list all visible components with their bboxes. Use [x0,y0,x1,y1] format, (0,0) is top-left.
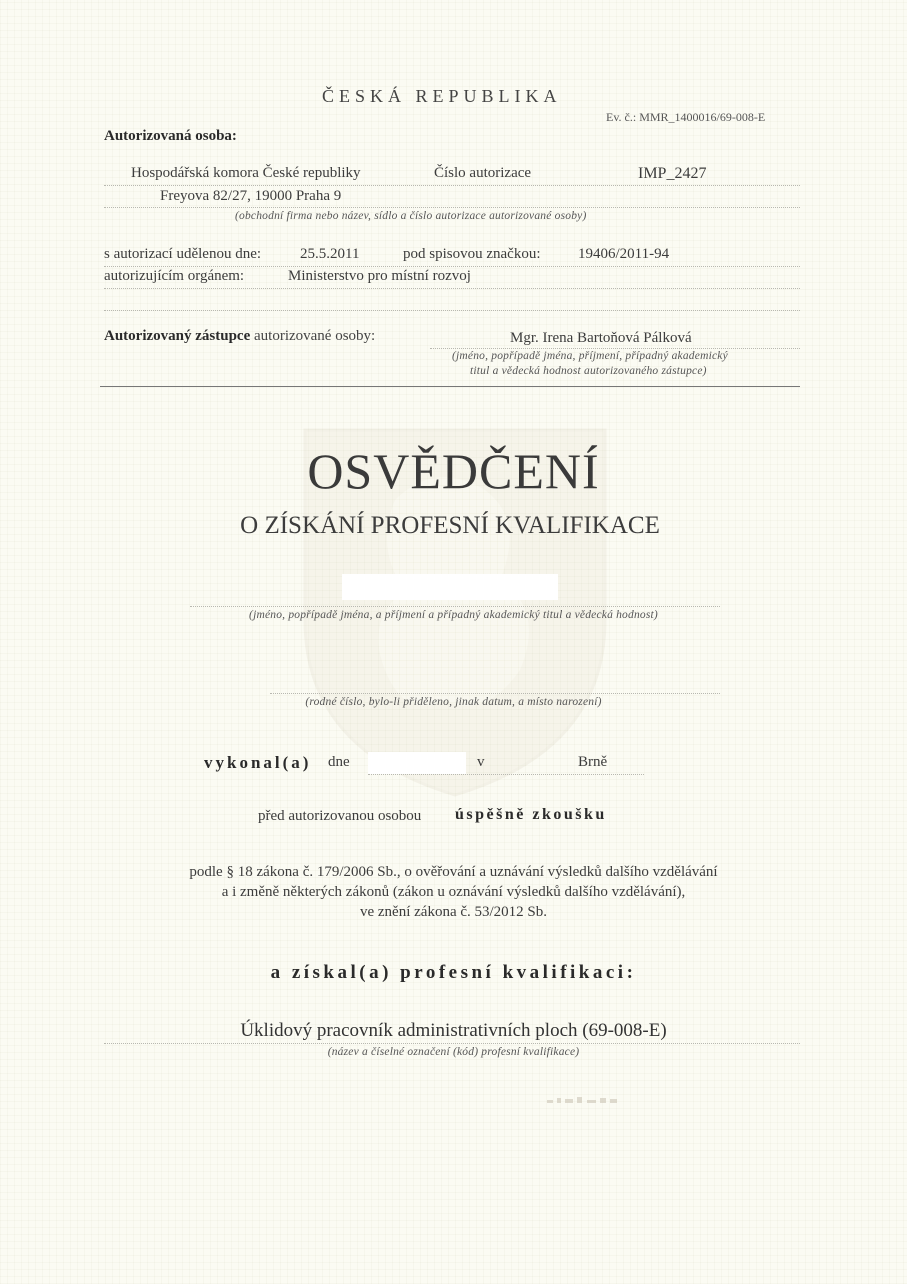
authorized-person-name: Hospodářská komora České republiky [131,165,361,181]
representative-label-bold: Autorizovaný zástupce [104,328,251,344]
obtained-qualification-heading: a získal(a) profesní kvalifikaci: [270,962,637,983]
representative-label [104,328,375,345]
authorization-number-value: IMP_2427 [638,165,707,182]
before-authorized-text: před autorizovanou osobou [258,808,422,824]
authorized-person-address: Freyova 82/27, 19000 Praha 9 [160,188,342,204]
qualification-caption: (název a číselné označení (kód) profesní kvalifikace) [327,1046,580,1058]
dotted-line [104,310,800,311]
dotted-line [368,774,644,775]
holder-name-caption: (jméno, popřípadě jména, a příjmení a případný akademický titul a vědecká hodnost) [249,609,658,621]
authority-value: Ministerstvo pro místní rozvoj [288,268,471,284]
country-heading: ČESKÁ REPUBLIKA [322,86,562,106]
dotted-line [104,288,800,289]
certificate-title: OSVĚDČENÍ [307,443,600,499]
place-value: Brně [578,754,608,770]
representative-caption-line1: (jméno, popřípadě jména, příjmení, případný akademický [452,350,728,362]
birth-caption: (rodné číslo, bylo-li přiděleno, jinak datum, a místo narození) [305,696,602,708]
granted-date: 25.5.2011 [300,246,360,262]
dotted-line [270,693,720,694]
dotted-line [190,606,720,607]
representative-label-rest: autorizované osoby: [254,328,376,344]
law-line-2: a i změně některých zákonů (zákon u oznávání výsledků dalšího vzdělávání), [221,884,686,900]
exam-date-redacted [368,752,466,774]
place-label: v [477,754,485,770]
dotted-line [104,266,800,267]
section-divider [100,386,800,387]
representative-name: Mgr. Irena Bartoňová Pálková [510,330,692,346]
dotted-line [104,185,800,186]
authorized-person-caption: (obchodní firma nebo název, sídlo a číslo autorizace autorizované osoby) [235,210,587,222]
evidence-number: Ev. č.: MMR_1400016/69-008-E [606,110,766,124]
authorization-number-label: Číslo autorizace [434,165,532,181]
qualification-name: Úklidový pracovník administrativních ploch (69-008-E) [240,1020,667,1041]
authority-label: autorizujícím orgánem: [104,268,245,284]
granted-label: s autorizací udělenou dne: [104,246,262,262]
performed-label: vykonal(a) [204,753,312,772]
date-label: dne [328,754,350,770]
dotted-line [104,207,800,208]
holder-name-redacted [342,574,558,600]
law-line-3: ve znění zákona č. 53/2012 Sb. [359,904,548,920]
certificate-subtitle: O ZÍSKÁNÍ PROFESNÍ KVALIFIKACE [240,512,660,539]
file-number-label: pod spisovou značkou: [403,246,541,262]
dotted-line [430,348,800,349]
scan-noise-mark [545,1092,625,1112]
file-number-value: 19406/2011-94 [578,246,670,262]
dotted-line [104,1043,800,1044]
successful-exam-text: úspěšně zkoušku [455,806,607,823]
representative-caption-line2: titul a vědecká hodnost autorizovaného zástupce) [470,365,707,377]
law-line-1: podle § 18 zákona č. 179/2006 Sb., o ověřování a uznávání výsledků dalšího vzdělávání [189,864,718,880]
authorized-person-heading: Autorizovaná osoba: [104,128,237,144]
